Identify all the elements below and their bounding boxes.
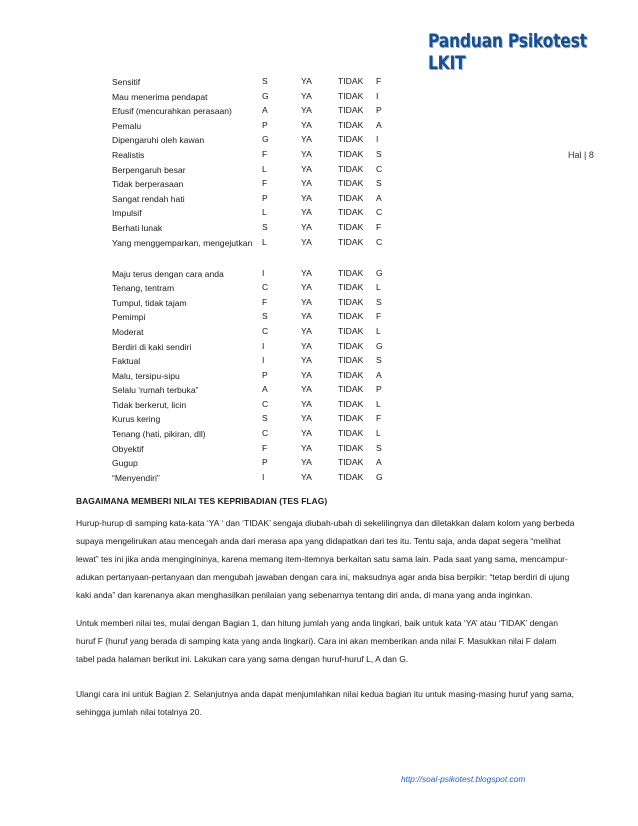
row-tidak[interactable]: TIDAK — [338, 236, 364, 247]
row-letter-right: F — [376, 221, 382, 232]
row-word: Pemimpi — [112, 312, 146, 323]
row-letter-right: S — [376, 178, 382, 189]
row-letter-right: C — [376, 236, 383, 247]
row-letter-left: F — [262, 442, 268, 453]
row-word: Tidak berperasaan — [112, 179, 184, 190]
row-word: Pemalu — [112, 120, 142, 131]
row-ya[interactable]: YA — [301, 90, 312, 101]
brand-logo: Panduan Psikotest LKIT — [428, 30, 587, 74]
row-word: Tenang, tentram — [112, 283, 175, 294]
row-ya[interactable]: YA — [301, 163, 312, 174]
row-tidak[interactable]: TIDAK — [338, 134, 364, 145]
row-letter-left: S — [262, 413, 268, 424]
row-tidak[interactable]: TIDAK — [338, 428, 364, 439]
section-heading: BAGAIMANA MEMBERI NILAI TES KEPRIBADIAN (TES FLAG) — [76, 496, 328, 506]
row-tidak[interactable]: TIDAK — [338, 355, 364, 366]
row-letter-left: F — [262, 148, 268, 159]
row-letter-left: C — [262, 282, 269, 293]
row-word: Berhati lunak — [112, 222, 163, 233]
row-word: Mau menerima pendapat — [112, 91, 208, 102]
row-letter-left: I — [262, 471, 265, 482]
row-letter-right: P — [376, 105, 382, 116]
paragraph-scoring: Untuk memberi nilai tes, mulai dengan Bagian 1, dan hitung jumlah yang anda lingkari, baik untuk kata ‘YA’ atau ‘TIDAK’ dengan huruf F (huruf yang berada di samping kata yang anda lingkari). Cara ini akan memberikan anda nilai F. Masukkan nilai F dalam tabel pada halaman berikut ini. Lakukan cara yang sama dengan huruf-huruf L, A dan G. — [76, 618, 558, 664]
row-letter-left: S — [262, 311, 268, 322]
row-ya[interactable]: YA — [301, 267, 312, 278]
row-ya[interactable]: YA — [301, 384, 312, 395]
row-word: Efusif (mencurahkan perasaan) — [112, 106, 232, 117]
row-ya[interactable]: YA — [301, 311, 312, 322]
row-ya[interactable]: YA — [301, 221, 312, 232]
row-letter-left: A — [262, 105, 268, 116]
row-ya[interactable]: YA — [301, 178, 312, 189]
row-tidak[interactable]: TIDAK — [338, 296, 364, 307]
row-letter-right: S — [376, 148, 382, 159]
row-ya[interactable]: YA — [301, 325, 312, 336]
row-letter-left: P — [262, 192, 268, 203]
row-letter-left: C — [262, 398, 269, 409]
row-letter-right: L — [376, 325, 381, 336]
row-letter-left: A — [262, 384, 268, 395]
row-tidak[interactable]: TIDAK — [338, 178, 364, 189]
row-tidak[interactable]: TIDAK — [338, 282, 364, 293]
row-tidak[interactable]: TIDAK — [338, 105, 364, 116]
row-word: Gugup — [112, 458, 138, 469]
row-ya[interactable]: YA — [301, 119, 312, 130]
row-letter-left: G — [262, 90, 269, 101]
row-ya[interactable]: YA — [301, 76, 312, 86]
row-ya[interactable]: YA — [301, 296, 312, 307]
row-ya[interactable]: YA — [301, 105, 312, 116]
row-word: Berpengaruh besar — [112, 164, 186, 175]
row-tidak[interactable]: TIDAK — [338, 148, 364, 159]
row-letter-left: C — [262, 428, 269, 439]
row-word: Sensitif — [112, 77, 141, 87]
row-ya[interactable]: YA — [301, 192, 312, 203]
row-tidak[interactable]: TIDAK — [338, 163, 364, 174]
row-tidak[interactable]: TIDAK — [338, 457, 364, 468]
row-tidak[interactable]: TIDAK — [338, 384, 364, 395]
row-letter-right: I — [376, 134, 379, 145]
row-word: Obyektif — [112, 443, 144, 454]
row-word: Maju terus dengan cara anda — [112, 268, 224, 279]
row-word: Faktual — [112, 356, 141, 367]
row-letter-right: S — [376, 442, 382, 453]
row-ya[interactable]: YA — [301, 428, 312, 439]
row-word: Berdiri di kaki sendiri — [112, 341, 192, 352]
row-letter-left: G — [262, 134, 269, 145]
row-letter-right: F — [376, 413, 382, 424]
row-letter-left: I — [262, 267, 265, 278]
row-letter-left: P — [262, 457, 268, 468]
row-letter-right: P — [376, 384, 382, 395]
row-letter-right: A — [376, 457, 382, 468]
row-ya[interactable]: YA — [301, 369, 312, 380]
row-ya[interactable]: YA — [301, 442, 312, 453]
row-word: Tidak berkerut, licin — [112, 399, 187, 410]
row-letter-left: L — [262, 207, 267, 218]
row-word: Moderat — [112, 326, 144, 337]
row-word: Tenang (hati, pikiran, dll) — [112, 429, 206, 440]
row-letter-right: A — [376, 369, 382, 380]
row-letter-right: A — [376, 192, 382, 203]
row-tidak[interactable]: TIDAK — [338, 340, 364, 351]
row-tidak[interactable]: TIDAK — [338, 413, 364, 424]
row-word: Tumpul, tidak tajam — [112, 297, 187, 308]
paragraph-intro: Hurup-hurup di samping kata-kata ‘YA ‘ dan ‘TIDAK’ sengaja diubah-ubah di sekelilingnya dan diletakkan dalam kolom yang berbeda supaya mengelirukan atau mencegah anda dari merasa apa yang didapatkan dari tes itu. Tentu saja, anda dapat segera “melihat lewat” tes ini jika anda mengingininya, karena memang item-itemnya berkaitan satu sama lain. Pada saat yang sama, mencampur-adukan pertanyaan-pertanyaan dan mengubah jawaban dengan cara ini, maksudnya agar anda bisa berpikir: “tetap berdiri di ujung kaki anda” dan karenanya akan menghasilkan penilaian yang sebenarnya tentang diri anda, di mana yang anda inginkan. — [76, 518, 575, 600]
row-tidak[interactable]: TIDAK — [338, 76, 364, 86]
row-word: Realistis — [112, 149, 145, 160]
row-word: Dipengaruhi oleh kawan — [112, 135, 205, 146]
row-letter-left: F — [262, 296, 268, 307]
row-ya[interactable]: YA — [301, 148, 312, 159]
row-letter-right: A — [376, 119, 382, 130]
row-letter-right: G — [376, 267, 383, 278]
row-word: “Menyendiri” — [112, 472, 160, 483]
row-letter-left: P — [262, 119, 268, 130]
row-word: Selalu ‘rumah terbuka” — [112, 385, 199, 396]
row-ya[interactable]: YA — [301, 134, 312, 145]
row-word: Sangat rendah hati — [112, 193, 185, 204]
row-tidak[interactable]: TIDAK — [338, 398, 364, 409]
row-letter-left: S — [262, 76, 268, 86]
row-letter-left: F — [262, 178, 268, 189]
row-letter-right: S — [376, 355, 382, 366]
row-letter-right: I — [376, 90, 379, 101]
row-tidak[interactable]: TIDAK — [338, 90, 364, 101]
row-ya[interactable]: YA — [301, 282, 312, 293]
row-tidak[interactable]: TIDAK — [338, 369, 364, 380]
row-ya[interactable]: YA — [301, 398, 312, 409]
row-tidak[interactable]: TIDAK — [338, 207, 364, 218]
row-letter-right: L — [376, 398, 381, 409]
row-tidak[interactable]: TIDAK — [338, 267, 364, 278]
row-ya[interactable]: YA — [301, 471, 312, 482]
row-letter-left: S — [262, 221, 268, 232]
row-letter-right: C — [376, 207, 383, 218]
row-tidak[interactable]: TIDAK — [338, 471, 364, 482]
row-tidak[interactable]: TIDAK — [338, 325, 364, 336]
row-tidak[interactable]: TIDAK — [338, 221, 364, 232]
row-letter-right: L — [376, 282, 381, 293]
row-ya[interactable]: YA — [301, 340, 312, 351]
row-word: Malu, tersipu-sipu — [112, 370, 180, 381]
paragraph-repeat: Ulangi cara ini untuk Bagian 2. Selanjutnya anda dapat menjumlahkan nilai kedua bagian itu untuk masing-masing huruf yang sama, sehingga jumlah nilai totalnya 20. — [76, 689, 575, 717]
row-letter-right: G — [376, 340, 383, 351]
footer-link[interactable]: http://soal-psikotest.blogspot.com — [401, 774, 526, 784]
row-tidak[interactable]: TIDAK — [338, 119, 364, 130]
row-tidak[interactable]: TIDAK — [338, 442, 364, 453]
row-ya[interactable]: YA — [301, 355, 312, 366]
page-number: Hal | 8 — [568, 150, 594, 160]
row-letter-right: G — [376, 471, 383, 482]
row-letter-left: L — [262, 163, 267, 174]
row-ya[interactable]: YA — [301, 207, 312, 218]
row-letter-left: P — [262, 369, 268, 380]
row-letter-right: S — [376, 296, 382, 307]
row-ya[interactable]: YA — [301, 457, 312, 468]
row-letter-left: L — [262, 236, 267, 247]
row-letter-right: L — [376, 428, 381, 439]
row-tidak[interactable]: TIDAK — [338, 192, 364, 203]
row-letter-right: F — [376, 76, 382, 86]
row-letter-left: I — [262, 340, 265, 351]
row-tidak[interactable]: TIDAK — [338, 311, 364, 322]
row-letter-right: F — [376, 311, 382, 322]
row-word: Impulsif — [112, 208, 142, 219]
row-letter-left: C — [262, 325, 269, 336]
row-word: Kurus kering — [112, 414, 161, 425]
row-ya[interactable]: YA — [301, 413, 312, 424]
row-letter-left: I — [262, 355, 265, 366]
row-ya[interactable]: YA — [301, 236, 312, 247]
row-word: Yang menggemparkan, mengejutkan — [112, 237, 253, 248]
row-letter-right: C — [376, 163, 383, 174]
